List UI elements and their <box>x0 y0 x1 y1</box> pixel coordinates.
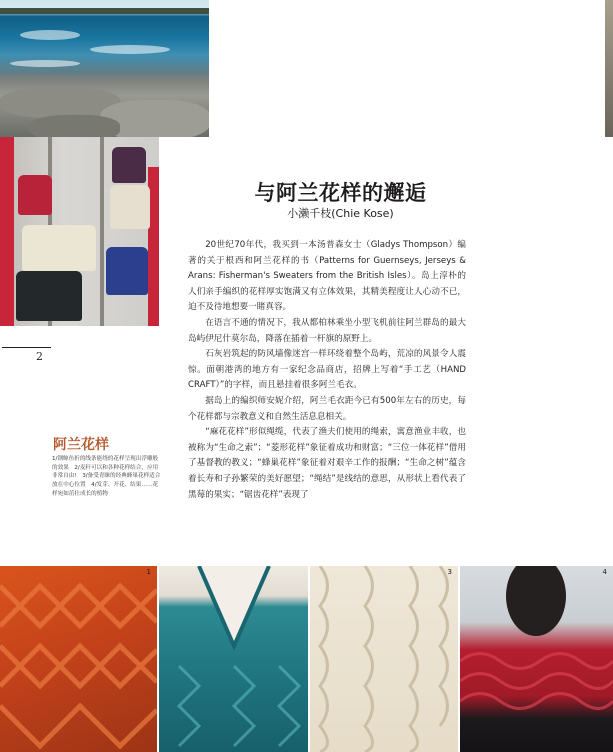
collar-pattern <box>460 566 613 752</box>
blue-sweater <box>106 247 148 295</box>
sidebar-title: 阿兰花样 <box>53 437 109 453</box>
cable-pattern <box>0 566 157 752</box>
article-author: 小濑千枝(Chie Kose) <box>287 207 394 220</box>
sidebar-caption: 1/钢鲸鱼折的线条能绕的花样呈现出浮雕般的效果 2/麦秆可以和各种花样结合，应用非常自由! 3/备受青睐的经典蜂巢花样适合放在中心位置 4/发芽、开花、结果……花样宛如茁壮成长的植物 <box>52 456 161 497</box>
sweater-shop-photo <box>0 137 159 326</box>
sea-foam <box>90 45 170 54</box>
article-title: 与阿兰花样的邂逅 <box>254 181 427 205</box>
page-number-rule <box>2 347 51 348</box>
top-right-photo-edge <box>605 0 613 137</box>
limestone-rock <box>30 115 120 137</box>
cream-honeycomb-knit-photo <box>310 566 458 752</box>
dark-sweater <box>16 271 82 321</box>
photo-number: 1 <box>146 568 151 576</box>
body-paragraph: 石灰岩筑起的防风墙像迷宫一样环绕着整个岛屿，荒凉的风景令人震惊。面朝港湾的地方有一家纪念品商店，招牌上写着“手工艺（HAND CRAFT）”的字样，而且悬挂着很多阿兰毛衣。 <box>188 349 466 391</box>
coastline-photo <box>0 0 209 137</box>
sea-foam <box>10 60 80 67</box>
vest-pattern <box>159 566 308 752</box>
cream-sweater <box>22 225 96 271</box>
purple-sweater <box>112 147 146 183</box>
body-paragraph: 20世纪70年代，我买到一本汤普森女士（Gladys Thompson）编著的关于根西和阿兰花样的书（Patterns for Guernseys, Jerseys & Arans: Fisherman's Sweaters from the British Isles）。岛上淳朴的人们亲手编织的花样厚实饱满又有立体效果，其精美程度让人心动不已，迫不及待地想要一睹真容。 <box>188 240 466 313</box>
cream-sweater <box>110 185 150 229</box>
sea-foam <box>20 30 80 40</box>
page-number: 2 <box>36 350 43 363</box>
red-door-frame <box>0 137 14 326</box>
honeycomb-pattern <box>310 566 458 752</box>
photo-number: 4 <box>602 568 607 576</box>
article-body <box>188 238 466 503</box>
far-shore <box>0 8 209 14</box>
body-paragraph: 在语言不通的情况下，我从都柏林乘坐小型飞机前往阿兰群岛的最大岛屿伊尼什莫尔岛，降落在插着一杆旗的原野上。 <box>188 317 466 344</box>
red-knit-collar-photo <box>460 566 613 752</box>
orange-aran-sweater-photo <box>0 566 157 752</box>
red-sweater <box>18 175 52 215</box>
body-paragraph: 据岛上的编织师安妮介绍，阿兰毛衣距今已有500年左右的历史，每个花样都与宗教意义和自然生活息息相关。 <box>188 395 466 422</box>
teal-aran-vest-photo <box>159 566 308 752</box>
body-paragraph: “麻花花样”形似绳缆，代表了渔夫们使用的绳索，寓意渔业丰收，也被称为“生命之索”；“菱形花样”象征着成功和财富；“三位一体花样”借用了基督教的教义；“蜂巢花样”象征着对艰辛工作的报酬；“生命之树”蕴含着长寿和子孙繁荣的美好愿望；“绳结”是线结的意思，从形状上看代表了黑莓的果实；“锯齿花样”表现了 <box>188 427 466 500</box>
wall-post <box>100 137 104 326</box>
photo-number: 3 <box>447 568 452 576</box>
